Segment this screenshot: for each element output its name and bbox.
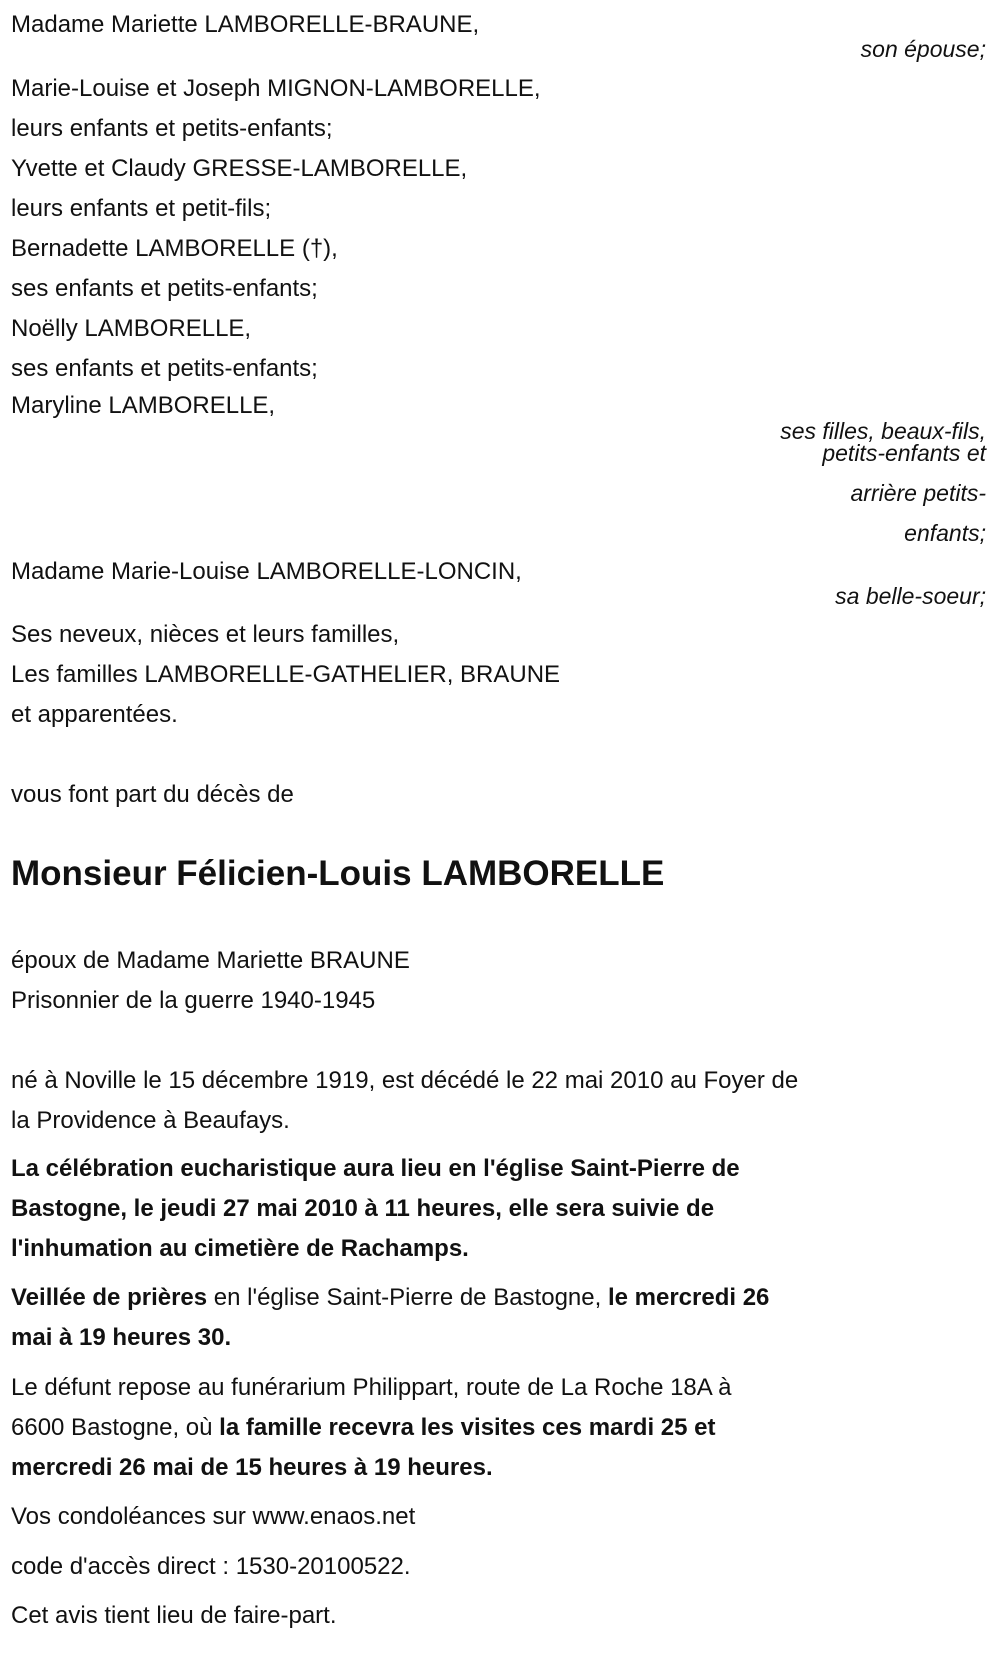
family-line: et apparentées. [11,701,178,728]
family-line: ses enfants et petits-enfants; [11,275,318,302]
visits-info: la famille recevra les visites ces mardi 25 et [219,1414,716,1441]
condolences-text: Vos condoléances sur www.enaos.net [11,1503,416,1530]
ceremony-line: La célébration eucharistique aura lieu en l'église Saint-Pierre de [11,1155,740,1182]
vigil-place: en l'église Saint-Pierre de Bastogne, [207,1284,608,1311]
closing-text: Cet avis tient lieu de faire-part. [11,1602,337,1629]
birth-death-line: la Providence à Beaufays. [11,1107,290,1134]
family-line: Marie-Louise et Joseph MIGNON-LAMBORELLE, [11,75,541,102]
deceased-name: Monsieur Félicien-Louis LAMBORELLE [11,854,665,893]
vigil-time: mai à 19 heures 30. [11,1324,232,1351]
children-role: arrière petits- [850,480,986,506]
visits-line [11,1408,716,1448]
sister-in-law-name: Madame Marie-Louise LAMBORELLE-LONCIN, [11,558,522,585]
visits-line: Le défunt repose au funérarium Philippart, route de La Roche 18A à [11,1374,732,1401]
family-line: Ses neveux, nièces et leurs familles, [11,621,400,648]
children-role: enfants; [904,520,986,546]
family-line: Yvette et Claudy GRESSE-LAMBORELLE, [11,155,468,182]
ceremony-line: l'inhumation au cimetière de Rachamps. [11,1235,469,1262]
children-role: ses filles, beaux-fils, [780,418,986,444]
family-line: ses enfants et petits-enfants; [11,355,318,382]
family-line: Bernadette LAMBORELLE (†), [11,235,338,262]
visits-time: mercredi 26 mai de 15 heures à 19 heures. [11,1454,493,1481]
access-code: code d'accès direct : 1530-20100522. [11,1553,411,1580]
family-line: leurs enfants et petit-fils; [11,195,272,222]
announce-text: vous font part du décès de [11,781,294,808]
sister-in-law-role: sa belle-soeur; [835,583,986,609]
vigil-date: le mercredi 26 [607,1284,770,1311]
birth-death-line: né à Noville le 15 décembre 1919, est décédé le 22 mai 2010 au Foyer de [11,1067,799,1094]
visits-address: 6600 Bastogne, où [11,1414,220,1441]
family-line: Les familles LAMBORELLE-GATHELIER, BRAUNE [11,661,561,688]
spouse-name: Madame Mariette LAMBORELLE-BRAUNE, [11,11,480,38]
children-role: petits-enfants et [822,440,986,466]
family-line: Maryline LAMBORELLE, [11,392,276,419]
spouse-role: son épouse; [860,36,986,62]
family-line: Noëlly LAMBORELLE, [11,315,252,342]
vigil-label: Veillée de prières [11,1284,208,1311]
detail-line: époux de Madame Mariette BRAUNE [11,947,410,974]
family-line: leurs enfants et petits-enfants; [11,115,333,142]
ceremony-line: Bastogne, le jeudi 27 mai 2010 à 11 heures, elle sera suivie de [11,1195,715,1222]
vigil-line [11,1278,769,1318]
detail-line: Prisonnier de la guerre 1940-1945 [11,987,376,1014]
